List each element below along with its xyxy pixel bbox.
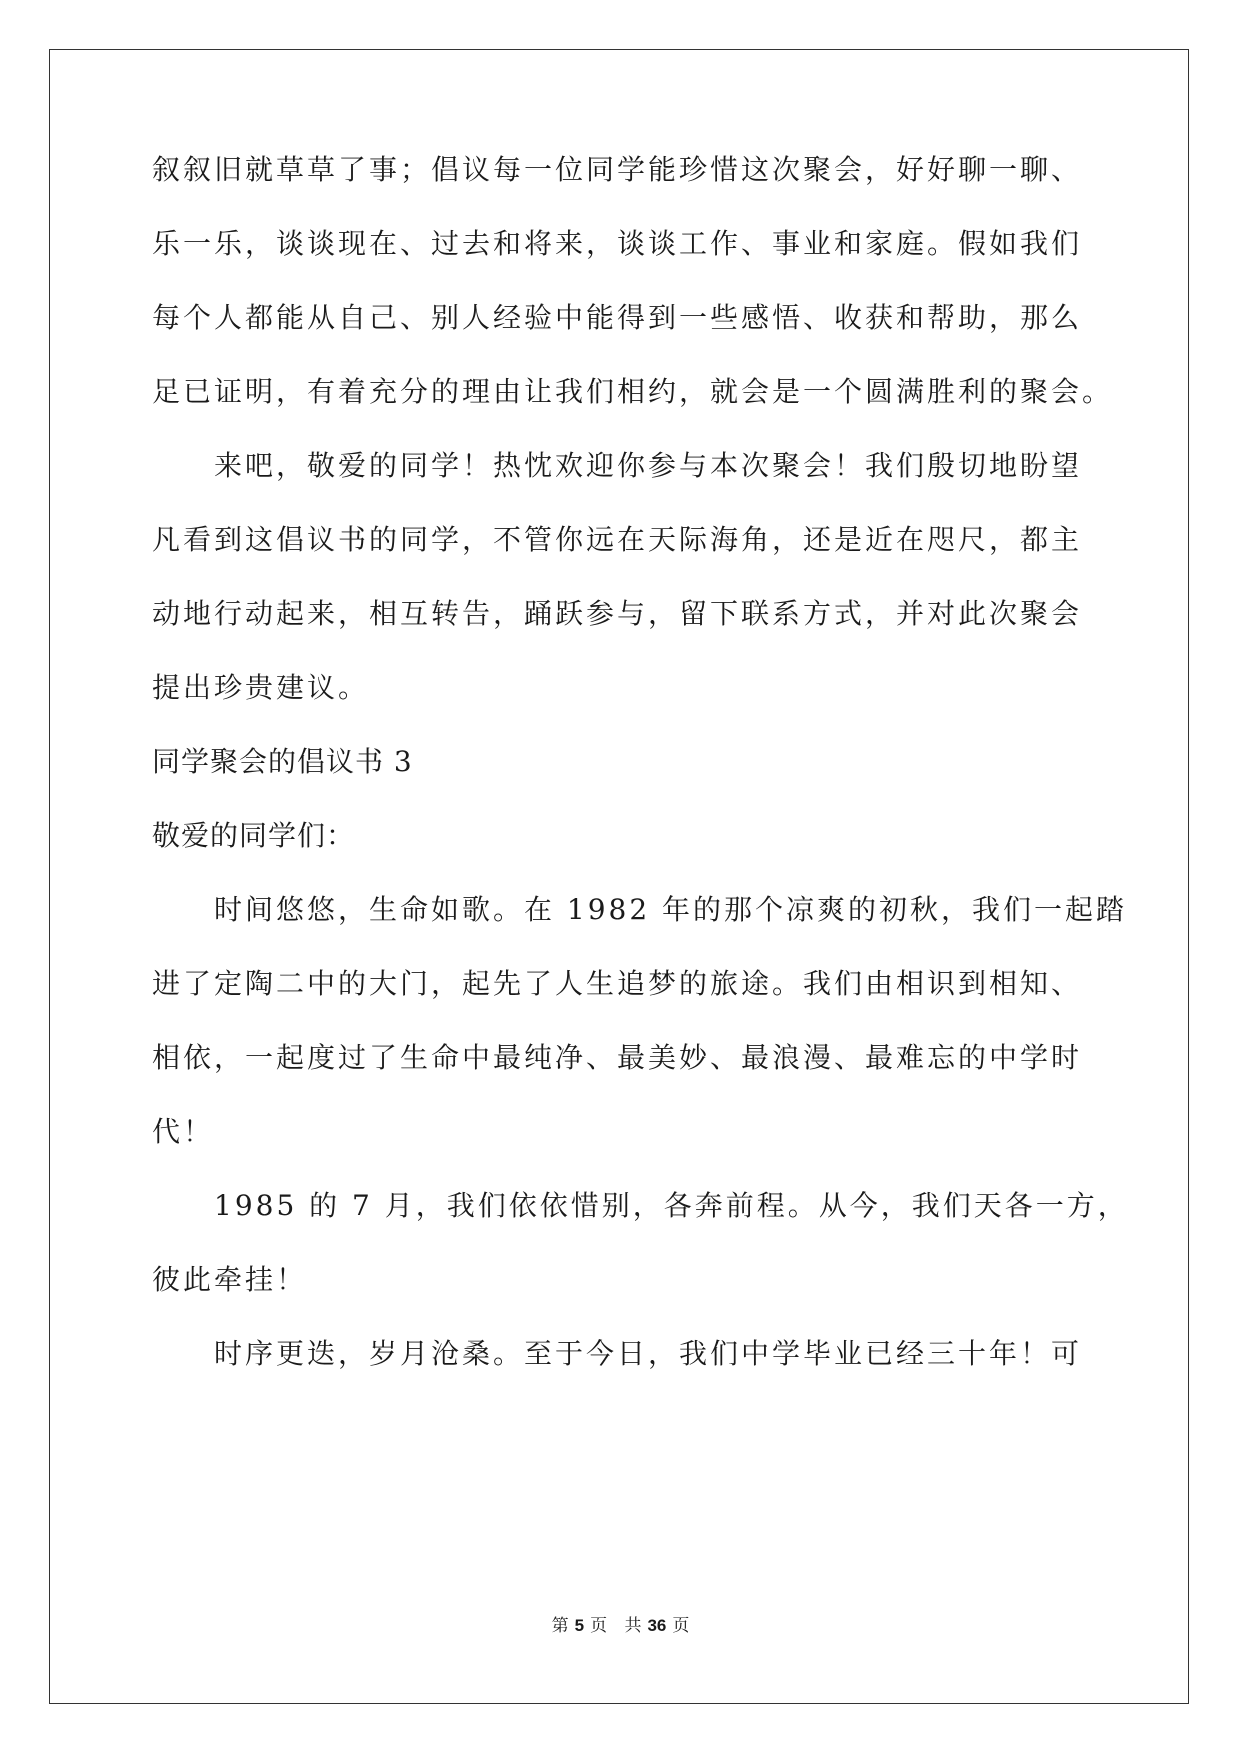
body-line-10: 进了定陶二中的大门，起先了人生追梦的旅途。我们由相识到相知、 bbox=[152, 967, 1083, 1000]
body-line-5: 来吧，敬爱的同学！热忱欢迎你参与本次聚会！我们殷切地盼望 bbox=[214, 449, 1083, 482]
section-heading: 同学聚会的倡议书 3 bbox=[152, 745, 413, 778]
body-line-6: 凡看到这倡议书的同学，不管你远在天际海角，还是近在咫尺，都主 bbox=[152, 523, 1083, 556]
page-prefix: 第 bbox=[551, 1616, 569, 1636]
body-line-9: 时间悠悠，生命如歌。在 1982 年的那个凉爽的初秋，我们一起踏 bbox=[214, 893, 1128, 926]
body-line-13: 1985 的 7 月，我们依依惜别，各奔前程。从今，我们天各一方， bbox=[214, 1189, 1129, 1222]
total-page-count: 36 bbox=[647, 1616, 667, 1635]
body-line-15: 时序更迭，岁月沧桑。至于今日，我们中学毕业已经三十年！可 bbox=[214, 1337, 1083, 1370]
page-footer bbox=[0, 1614, 1241, 1638]
body-line-7: 动地行动起来，相互转告，踊跃参与，留下联系方式，并对此次聚会 bbox=[152, 597, 1083, 630]
body-line-12: 代！ bbox=[152, 1115, 215, 1148]
page-number bbox=[549, 1616, 610, 1636]
body-line-14: 彼此牵挂！ bbox=[152, 1263, 308, 1296]
body-line-4: 足已证明，有着充分的理由让我们相约，就会是一个圆满胜利的聚会。 bbox=[152, 375, 1114, 408]
body-line-8: 提出珍贵建议。 bbox=[152, 671, 370, 704]
page-border bbox=[49, 49, 1189, 1704]
current-page: 5 bbox=[574, 1616, 585, 1635]
total-prefix: 共 bbox=[624, 1616, 642, 1636]
body-line-2: 乐一乐，谈谈现在、过去和将来，谈谈工作、事业和家庭。假如我们 bbox=[152, 227, 1083, 260]
body-line-11: 相依，一起度过了生命中最纯净、最美妙、最浪漫、最难忘的中学时 bbox=[152, 1041, 1083, 1074]
page-suffix: 页 bbox=[590, 1616, 608, 1636]
salutation: 敬爱的同学们： bbox=[152, 819, 356, 852]
body-line-3: 每个人都能从自己、别人经验中能得到一些感悟、收获和帮助，那么 bbox=[152, 301, 1083, 334]
total-suffix: 页 bbox=[672, 1616, 690, 1636]
total-pages bbox=[621, 1616, 692, 1636]
body-line-1: 叙叙旧就草草了事；倡议每一位同学能珍惜这次聚会，好好聊一聊、 bbox=[152, 153, 1083, 186]
